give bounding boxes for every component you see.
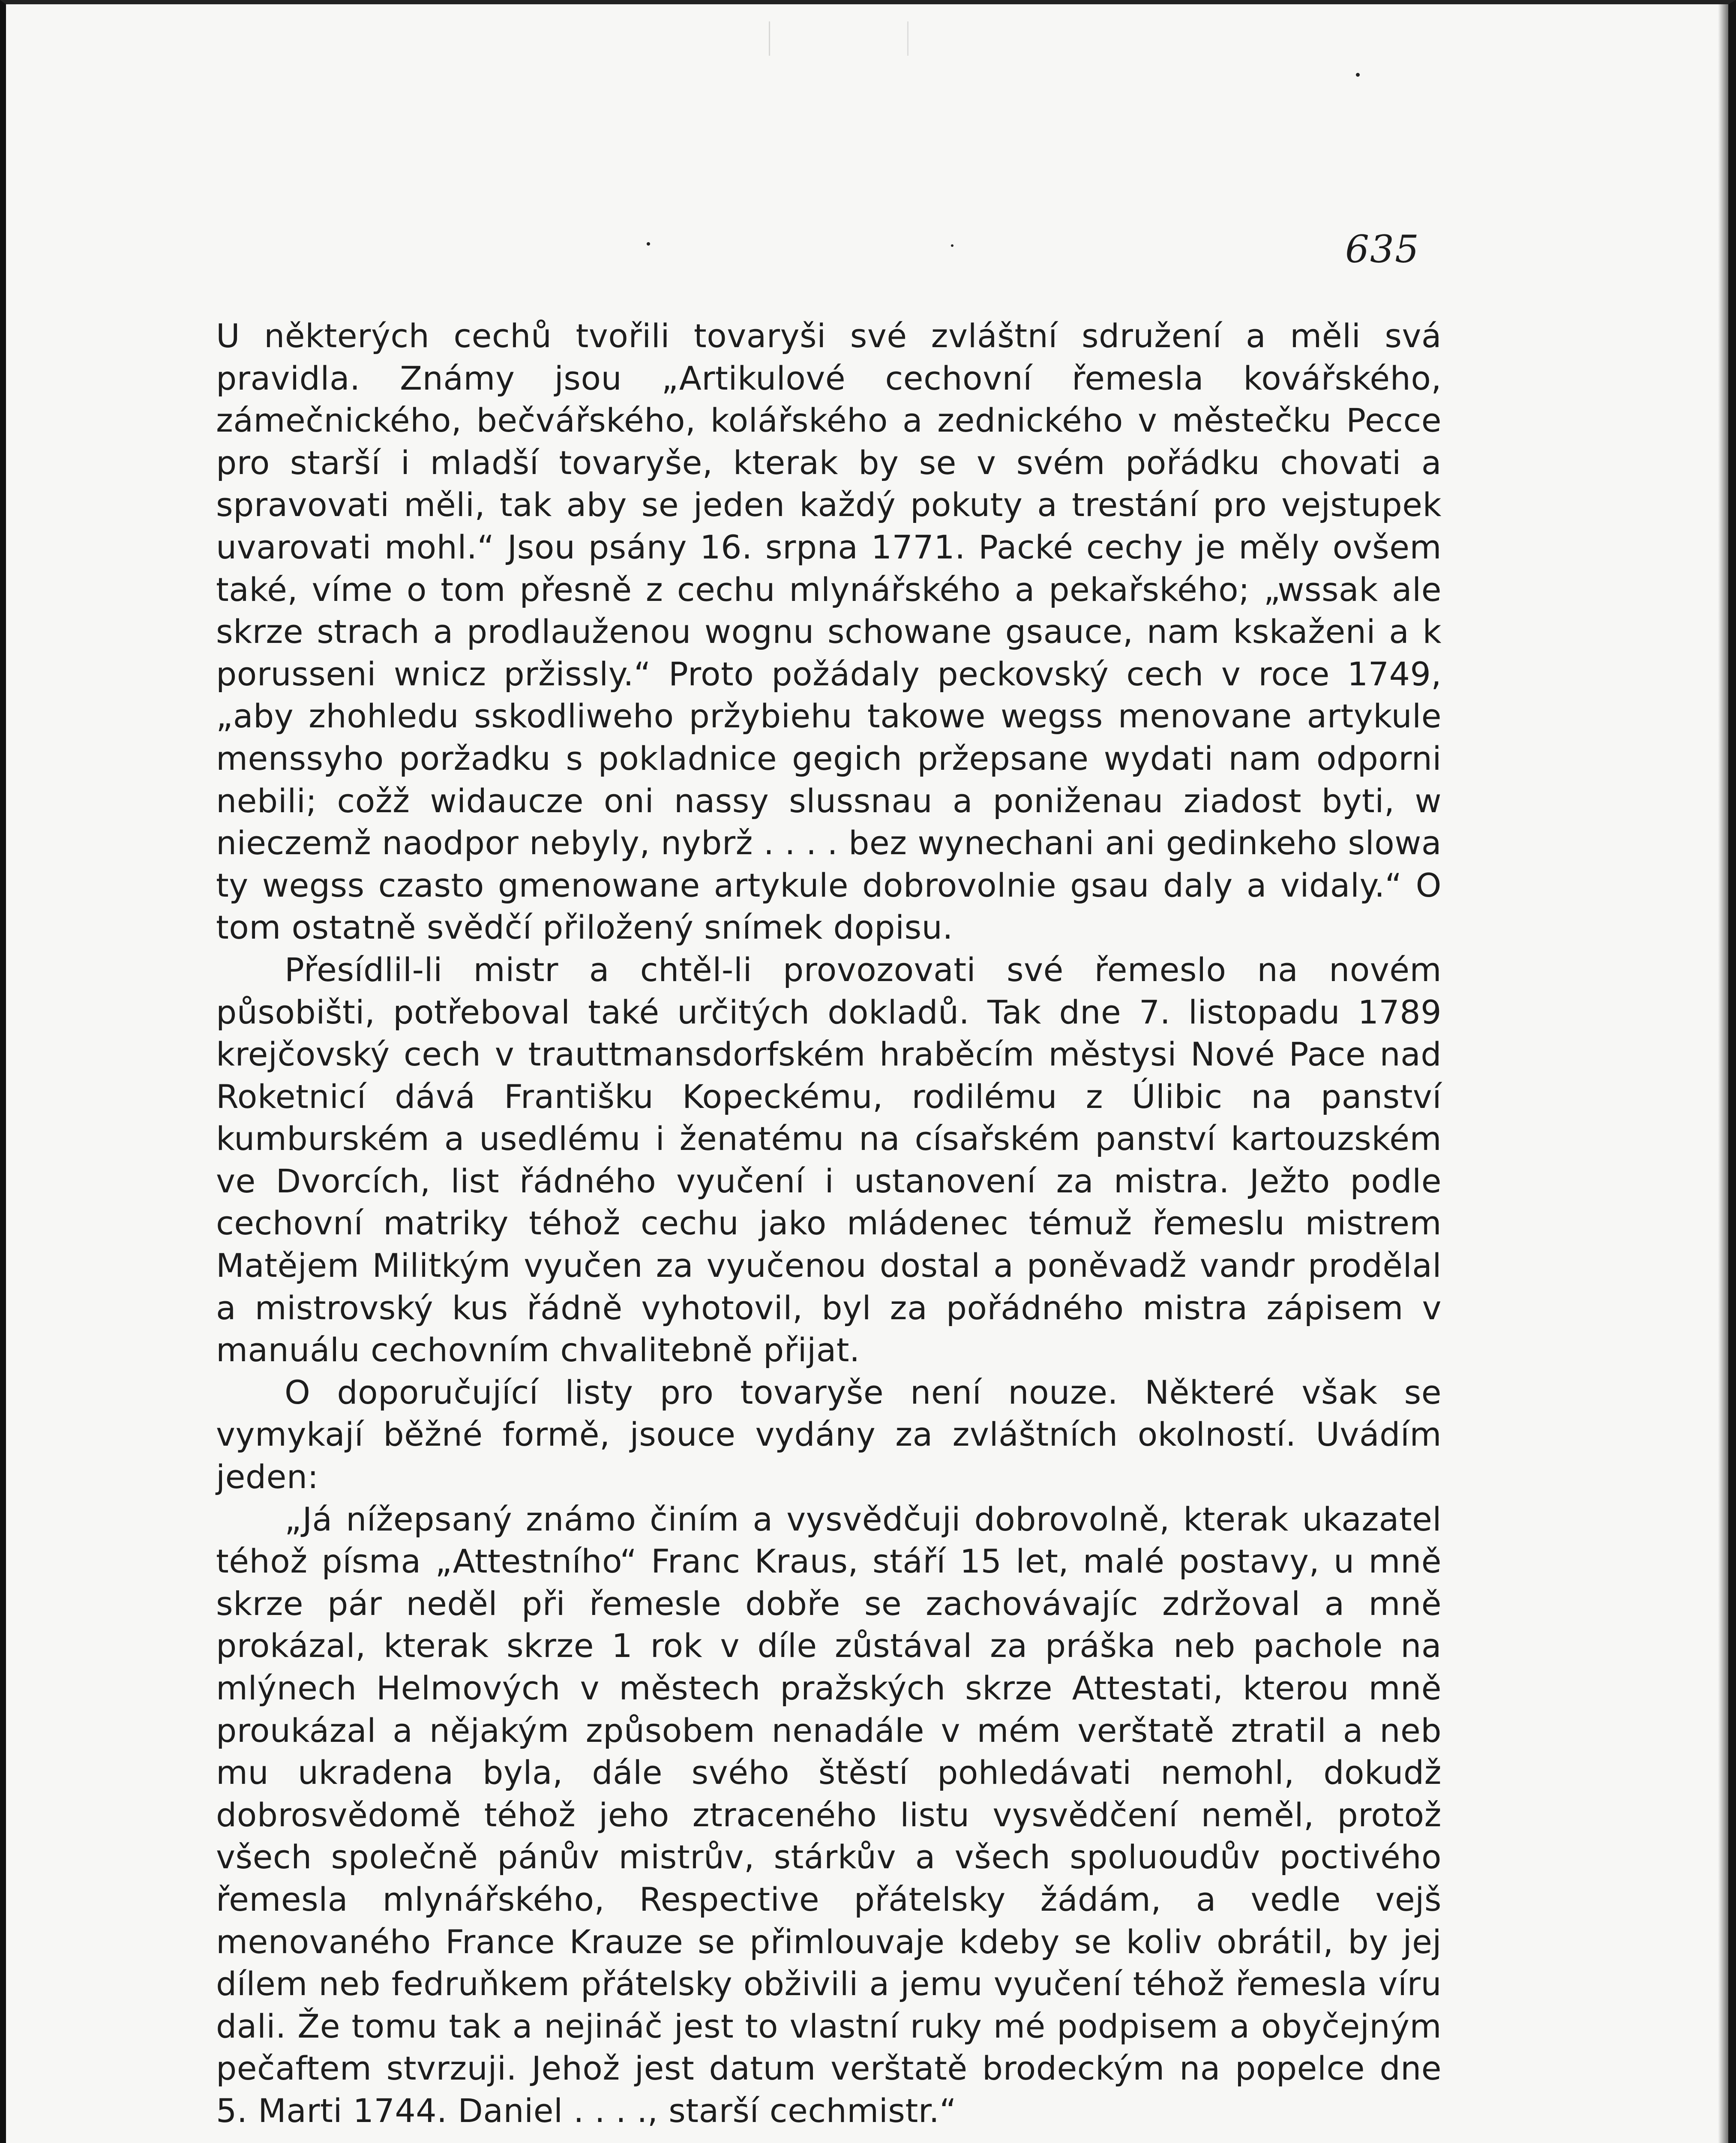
ink-speck — [951, 244, 953, 247]
scan-artifact — [769, 21, 908, 56]
ink-speck — [647, 242, 650, 246]
ink-speck — [1356, 73, 1360, 77]
body-text — [216, 315, 1442, 2132]
paragraph-guild-journeymen: U některých cechů tvořili tovaryši své zvláštní sdružení a měli svá pravidla. Známy jsou „Artikulové cechovní řemesla kovářského, zámečnického, bečvářského, kolářského a zednického v městečku Pecce pro starší i mladší tovaryše, kterak by se v svém pořádku chovati a spravovati měli, tak aby se jeden každý pokuty a trestání pro vejstupek uvarovati mohl.“ Jsou psány 16. srpna 1771. Packé cechy je měly ovšem také, víme o tom přesně z cechu mlynářského a pekařského; „wssak ale skrze strach a prodlauženou wognu schowane gsauce, nam kskaženi a k porusseni wnicz pržissly.“ Proto požádaly peckovský cech v roce 1749, „aby zhohledu sskodliweho pržybiehu takowe wegss menovane artykule menssyho poržadku s pokladnice gegich pržepsane wydati nam odporni nebili; cožž widaucze oni nassy slussnau a poniženau ziadost byti, w nieczemž naodpor nebyly, nybrž . . . . bez wynechani ani gedinkeho slowa ty wegss czasto gmenowane artykule dobrovolnie gsau daly a vidaly.“ O tom ostatně svědčí přiložený snímek dopisu. — [216, 317, 1442, 947]
page-number: 635 — [1345, 227, 1420, 271]
page-edge-shadow — [1718, 4, 1728, 2143]
paragraph-recommendation-letters: O doporučující listy pro tovaryše není nouze. Některé však se vymykají běžné formě, jsouce vydány za zvláštních okolností. Uvádím jeden: — [216, 1373, 1442, 1496]
paragraph-quoted-attestation: „Já nížepsaný známo činím a vysvědčuji dobrovolně, kterak ukazatel téhož písma „Attestního“ Franc Kraus, stáří 15 let, malé postavy, u mně skrze pár neděl při řemesle dobře se zachovávajíc zdržoval a mně prokázal, kterak skrze 1 rok v díle zůstával za práška neb pachole na mlýnech Helmových v městech pražských skrze Attestati, kterou mně proukázal a nějakým způsobem nenadále v mém verštatě ztratil a neb mu ukradena byla, dále svého štěstí pohledávati nemohl, dokudž dobrosvědomě téhož jeho ztraceného listu vysvědčení neměl, protož všech společně pánův mistrův, stárkův a všech spoluoudův poctivého řemesla mlynářského, Respective přátelsky žádám, a vedle vejš menovaného France Krauze se přimlouvaje kdeby se koliv obrátil, by jej dílem neb fedruňkem přátelsky obživili a jemu vyučení téhož řemesla víru dali. Že tomu tak a nejináč jest to vlastní ruky mé podpisem a obyčejným pečaftem stvrzuji. Jehož jest datum verštatě brodeckým na popelce dne 5. Marti 1744. Daniel . . . ., starší cechmistr.“ — [216, 1500, 1442, 2130]
paragraph-master-documents: Přesídlil-li mistr a chtěl-li provozovati své řemeslo na novém působišti, potřeboval také určitých dokladů. Tak dne 7. listopadu 1789 krejčovský cech v trauttmansdorfském hraběcím městysi Nové Pace nad Roketnicí dává Františku Kopeckému, rodilému z Úlibic na panství kumburském a usedlému i ženatému na císařském panství kartouzském ve Dvorcích, list řádného vyučení i ustanovení za mistra. Ježto podle cechovní matriky téhož cechu jako mládenec témuž řemeslu mistrem Matějem Militkým vyučen za vyučenou dostal a poněvadž vandr prodělal a mistrovský kus řádně vyhotovil, byl za pořádného mistra zápisem v manuálu cechovním chvalitebně přijat. — [216, 950, 1442, 1369]
